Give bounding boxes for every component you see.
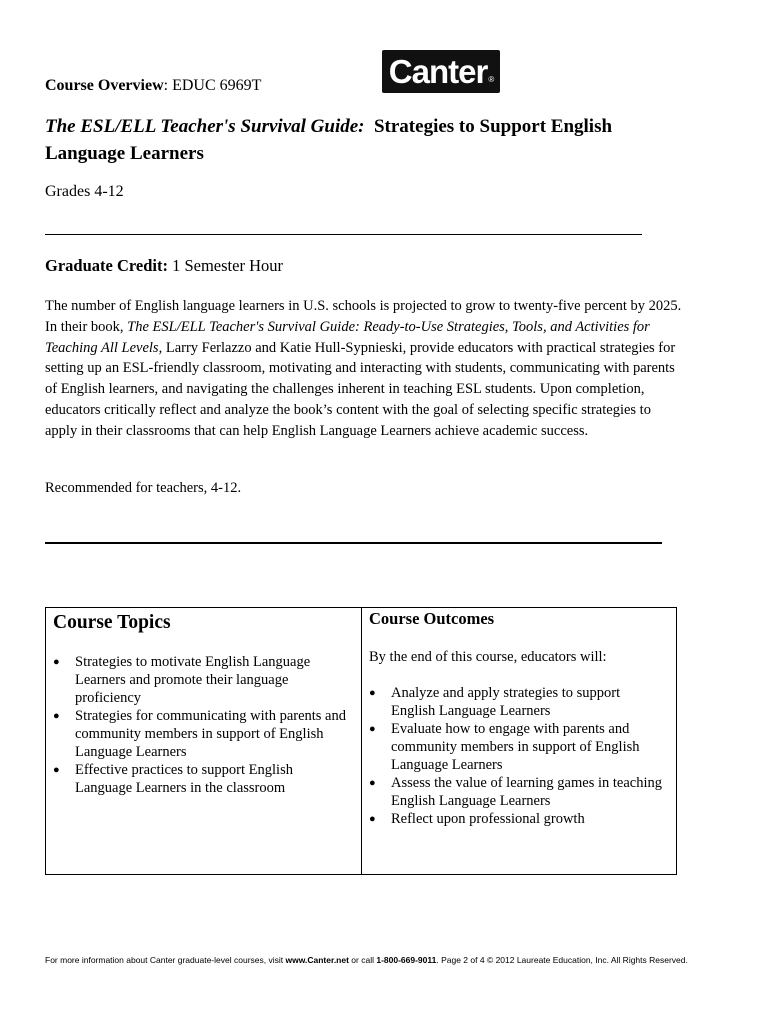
course-overview-separator: : — [163, 77, 173, 94]
logo-text: Canter — [388, 52, 488, 90]
course-description — [45, 296, 685, 442]
bullet-icon: ● — [369, 813, 376, 825]
list-item — [53, 653, 353, 707]
bullet-icon: ● — [53, 764, 60, 776]
description-part2: Larry Ferlazzo and Katie Hull-Sypnieski, provide educators with practical strategies for setting up an ESL-friendly classroom, motivating and interacting with students, communicating with parents of English learners, and navigating the challenges inherent in teaching ESL students. Upon completion, educators critically reflect and analyze the book’s content with the goal of selecting specific strategies to apply in their classrooms that can help English Language Learners achieve academic success. — [45, 339, 676, 439]
course-topics-list — [53, 653, 353, 797]
graduate-credit-value: 1 Semester Hour — [172, 256, 283, 275]
graduate-credit — [45, 256, 283, 276]
description-book-title: The ESL/ELL Teacher's Survival Guide: Ready-to-Use Strategies, Tools, and Activities for Teaching All Levels, — [45, 318, 650, 356]
page-footer — [45, 955, 725, 966]
graduate-credit-label: Graduate Credit: — [45, 256, 168, 275]
divider-line-thick — [45, 542, 662, 544]
course-outcomes-heading: Course Outcomes — [369, 609, 495, 628]
list-item — [53, 761, 353, 797]
list-item — [53, 707, 353, 761]
course-outcomes-list — [369, 684, 668, 828]
course-title-rest: Strategies to Support English Language Learners — [45, 116, 613, 164]
outcome-text: Reflect upon professional growth — [391, 811, 585, 827]
course-outcomes-intro: By the end of this course, educators will: — [369, 649, 607, 665]
list-item — [369, 684, 668, 720]
list-item — [369, 810, 668, 828]
course-topics-heading: Course Topics — [53, 612, 171, 633]
registered-mark: ® — [488, 75, 494, 84]
list-item — [369, 720, 668, 774]
topic-text: Strategies for communicating with parents and community members in support of English Language Learners — [75, 708, 346, 760]
bullet-icon: ● — [53, 710, 60, 722]
footer-website-link[interactable]: www.Canter.net — [285, 955, 349, 965]
course-title — [45, 113, 685, 167]
topic-text: Strategies to motivate English Language Learners and promote their language proficiency — [75, 654, 311, 706]
description-part1: The number of English language learners in U.S. schools is projected to grow to twenty-five percent by 2025. In their book, — [45, 298, 682, 335]
bullet-icon: ● — [369, 687, 376, 699]
outcome-text: Analyze and apply strategies to support English Language Learners — [391, 685, 621, 719]
footer-part2: or call — [348, 955, 377, 965]
course-title-italic: The ESL/ELL Teacher's Survival Guide: — [45, 116, 365, 137]
footer-part1: For more information about Canter graduate-level courses, visit — [45, 955, 286, 965]
bullet-icon: ● — [53, 656, 60, 668]
course-code: EDUC 6969T — [172, 77, 262, 94]
topic-text: Effective practices to support English Language Learners in the classroom — [75, 762, 293, 796]
course-overview-label: Course Overview — [45, 77, 164, 94]
bullet-icon: ● — [369, 723, 376, 735]
course-overview-line — [45, 77, 261, 95]
outcome-text: Assess the value of learning games in teaching English Language Learners — [391, 775, 662, 809]
course-outcomes-column — [362, 608, 676, 874]
divider-line — [45, 234, 642, 235]
course-table — [45, 607, 677, 875]
course-topics-column — [46, 608, 362, 874]
grades: Grades 4-12 — [45, 183, 124, 200]
recommended-for: Recommended for teachers, 4-12. — [45, 480, 242, 496]
outcome-text: Evaluate how to engage with parents and community members in support of English Language Learners — [391, 721, 640, 773]
canter-logo — [382, 50, 500, 93]
footer-phone: 1-800-669-9011 — [376, 955, 437, 965]
bullet-icon: ● — [369, 777, 376, 789]
footer-part3: . Page 2 of 4 © 2012 Laureate Education, Inc. All Rights Reserved. — [436, 955, 688, 965]
list-item — [369, 774, 668, 810]
